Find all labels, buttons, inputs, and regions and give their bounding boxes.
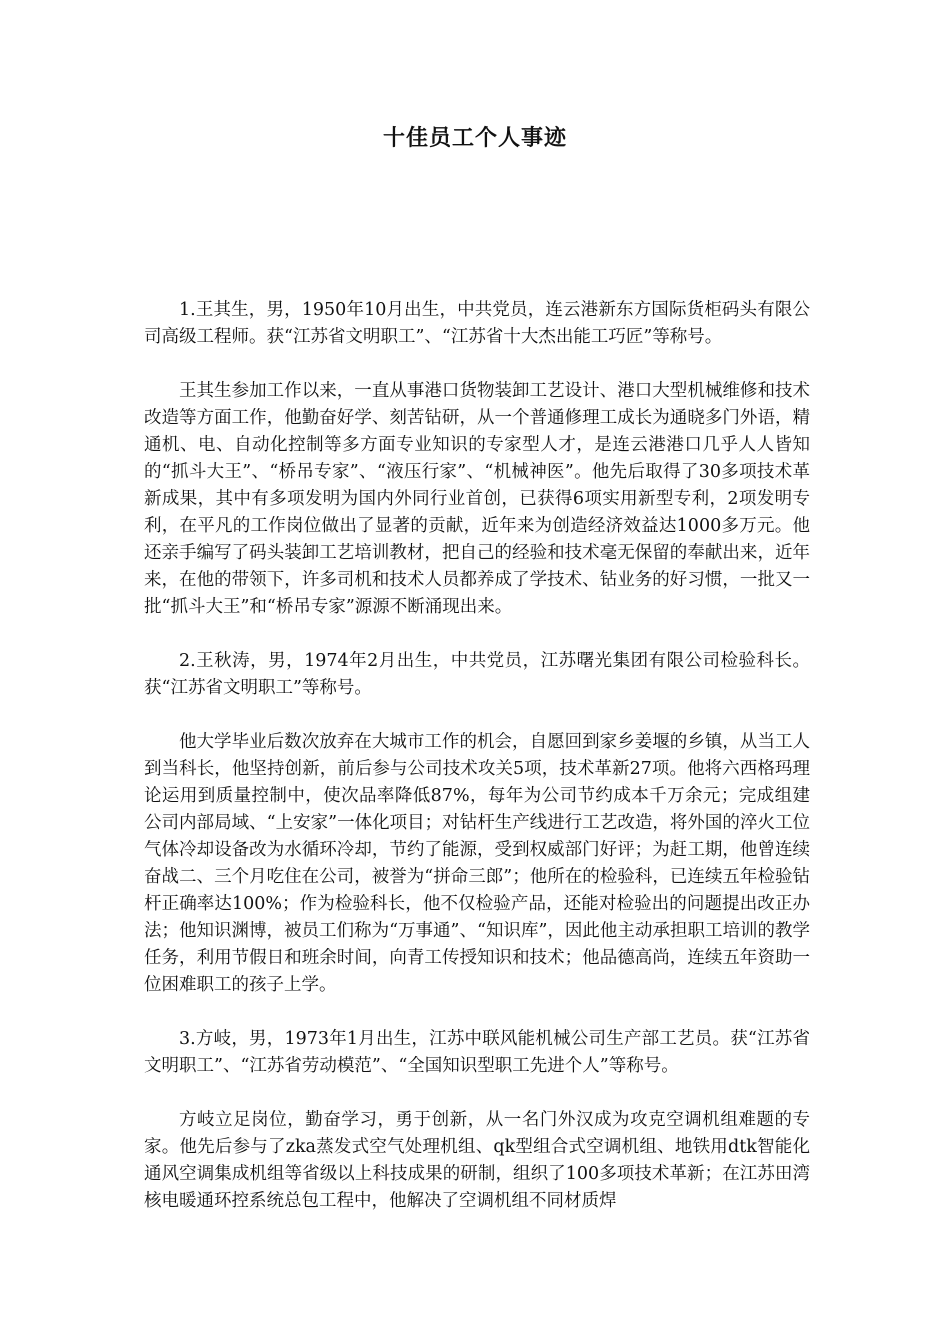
paragraph-fang-qi-deeds: 方岐立足岗位，勤奋学习，勇于创新，从一名门外汉成为攻克空调机组难题的专家。他先后参与了zka蒸发式空气处理机组、qk型组合式空调机组、地铁用dtk智能化通风空调集成机组等省级以上科技成果的研制，组织了100多项技术革新；在江苏田湾核电暖通环控系统总包工程中，他解决了空调机组不同材质焊 bbox=[144, 1110, 810, 1211]
paragraph-wang-qiutao-deeds: 他大学毕业后数次放弃在大城市工作的机会，自愿回到家乡姜堰的乡镇，从当工人到当科长，他坚持创新，前后参与公司技术攻关5项，技术革新27项。他将六西格玛理论运用到质量控制中，使次品率降低87%，每年为公司节约成本千万余元；完成组建公司内部局域、“上安家”一体化项目；对钻杆生产线进行工艺改造，将外国的淬火工位气体冷却设备改为水循环冷却，节约了能源，受到权威部门好评；为赶工期，他曾连续奋战二、三个月吃住在公司，被誉为“拼命三郎”；他所在的检验科，已连续五年检验钻杆正确率达100%；作为检验科长，他不仅检验产品，还能对检验出的问题提出改正办法；他知识渊博，被员工们称为“万事通”、“知识库”，因此他主动承担职工培训的教学任务，利用节假日和班余时间，向青工传授知识和技术；他品德高尚，连续五年资助一位困难职工的孩子上学。 bbox=[144, 732, 810, 995]
paragraph-wang-qiutao-intro: 2.王秋涛，男，1974年2月出生，中共党员，江苏曙光集团有限公司检验科长。获“江苏省文明职工”等称号。 bbox=[144, 651, 810, 698]
paragraph-wang-qisheng-intro: 1.王其生，男，1950年10月出生，中共党员，连云港新东方国际货柜码头有限公司高级工程师。获“江苏省文明职工”、“江苏省十大杰出能工巧匠”等称号。 bbox=[144, 300, 810, 347]
paragraph-fang-qi-intro: 3.方岐，男，1973年1月出生，江苏中联风能机械公司生产部工艺员。获“江苏省文明职工”、“江苏省劳动模范”、“全国知识型职工先进个人”等称号。 bbox=[144, 1029, 810, 1076]
document-title: 十佳员工个人事迹 bbox=[382, 125, 567, 151]
document-body bbox=[144, 297, 810, 1215]
paragraph-wang-qisheng-deeds: 王其生参加工作以来，一直从事港口货物装卸工艺设计、港口大型机械维修和技术改造等方面工作，他勤奋好学、刻苦钻研，从一个普通修理工成长为通晓多门外语，精通机、电、自动化控制等多方面专业知识的专家型人才，是连云港港口几乎人人皆知的“抓斗大王”、“桥吊专家”、“液压行家”、“机械神医”。他先后取得了30多项技术革新成果，其中有多项发明为国内外同行业首创，已获得6项实用新型专利，2项发明专利，在平凡的工作岗位做出了显著的贡献，近年来为创造经济效益达1000多万元。他还亲手编写了码头装卸工艺培训教材，把自己的经验和技术毫无保留的奉献出来，近年来，在他的带领下，许多司机和技术人员都养成了学技术、钻业务的好习惯，一批又一批“抓斗大王”和“桥吊专家”源源不断涌现出来。 bbox=[144, 381, 810, 617]
